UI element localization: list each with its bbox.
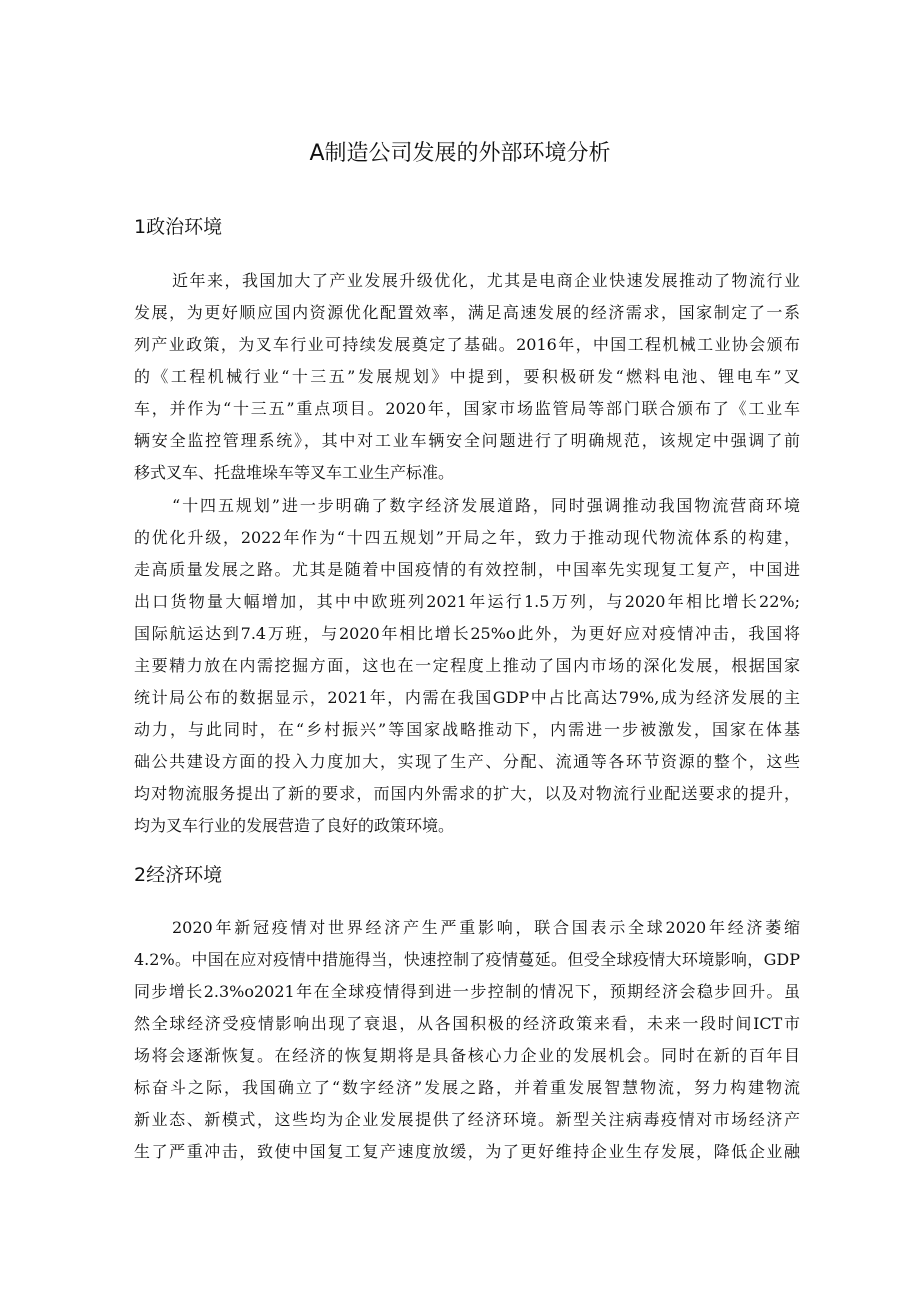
- text-line: 4.2%。中国在应对疫情中措施得当，快速控制了疫情蔓延。但受全球疫情大环境影响，GDP: [134, 950, 800, 969]
- paragraph-political-2: [134, 490, 800, 842]
- paragraph-political-1: [134, 265, 800, 489]
- section-heading-political: 1政治环境: [134, 216, 223, 238]
- text-line: 主要精力放在内需挖掘方面，这也在一定程度上推动了国内市场的深化发展，根据国家: [134, 656, 800, 675]
- text-line: 车，并作为“十三五”重点项目。2020年，国家市场监管局等部门联合颁布了《工业车: [134, 399, 800, 418]
- text-line: 列产业政策，为叉车行业可持续发展奠定了基础。2016年，中国工程机械工业协会颁布: [134, 335, 800, 354]
- text-line: 统计局公布的数据显示，2021年，内需在我国GDP中占比高达79%,成为经济发展的主: [134, 688, 800, 707]
- section-heading-economic: 2经济环境: [134, 864, 223, 886]
- text-line: “十四五规划”进一步明确了数字经济发展道路，同时强调推动我国物流营商环境: [172, 496, 800, 515]
- text-line: 2020年新冠疫情对世界经济产生严重影响，联合国表示全球2020年经济萎缩: [172, 918, 800, 937]
- text-line: 标奋斗之际，我国确立了“数字经济”发展之路，并着重发展智慧物流，努力构建物流: [134, 1078, 800, 1097]
- document-title: A制造公司发展的外部环境分析: [309, 141, 611, 166]
- text-line: 近年来，我国加大了产业发展升级优化，尤其是电商企业快速发展推动了物流行业: [172, 271, 800, 290]
- text-line: 移式叉车、托盘堆垛车等叉车工业生产标准。: [134, 463, 455, 482]
- text-line: 同步增长2.3%o2021年在全球疫情得到进一步控制的情况下，预期经济会稳步回升。虽: [134, 982, 800, 1001]
- text-line: 走高质量发展之路。尤其是随着中国疫情的有效控制，中国率先实现复工复产，中国进: [134, 560, 800, 579]
- text-line: 均对物流服务提出了新的要求，而国内外需求的扩大，以及对物流行业配送要求的提升，: [134, 784, 800, 803]
- text-line: 的优化升级，2022年作为“十四五规划”开局之年，致力于推动现代物流体系的构建，: [134, 528, 800, 547]
- text-line: 场将会逐渐恢复。在经济的恢复期将是具备核心力企业的发展机会。同时在新的百年目: [134, 1046, 800, 1065]
- text-line: 均为叉车行业的发展营造了良好的政策环境。: [134, 816, 455, 835]
- text-line: 新业态、新模式，这些均为企业发展提供了经济环境。新型关注病毒疫情对市场经济产: [134, 1110, 800, 1129]
- text-line: 出口货物量大幅增加，其中中欧班列2021年运行1.5万列，与2020年相比增长22%;: [134, 592, 800, 611]
- text-line: 的《工程机械行业“十三五”发展规划》中提到，要积极研发“燃料电池、锂电车”叉: [134, 367, 800, 386]
- text-line: 生了严重冲击，致使中国复工复产速度放缓，为了更好维持企业生存发展，降低企业融: [134, 1142, 800, 1161]
- paragraph-economic-1: [134, 912, 800, 1168]
- text-line: 动力，与此同时，在“乡村振兴”等国家战略推动下，内需进一步被激发，国家在体基: [134, 720, 800, 739]
- text-line: 然全球经济受疫情影响出现了衰退，从各国积极的经济政策来看，未来一段时间ICT市: [134, 1014, 800, 1033]
- text-line: 辆安全监控管理系统》，其中对工业车辆安全问题进行了明确规范，该规定中强调了前: [134, 431, 800, 450]
- text-line: 发展，为更好顺应国内资源优化配置效率，满足高速发展的经济需求，国家制定了一系: [134, 303, 800, 322]
- text-line: 础公共建设方面的投入力度加大，实现了生产、分配、流通等各环节资源的整个，这些: [134, 752, 800, 771]
- text-line: 国际航运达到7.4万班，与2020年相比增长25%o此外，为更好应对疫情冲击，我国将: [134, 624, 800, 643]
